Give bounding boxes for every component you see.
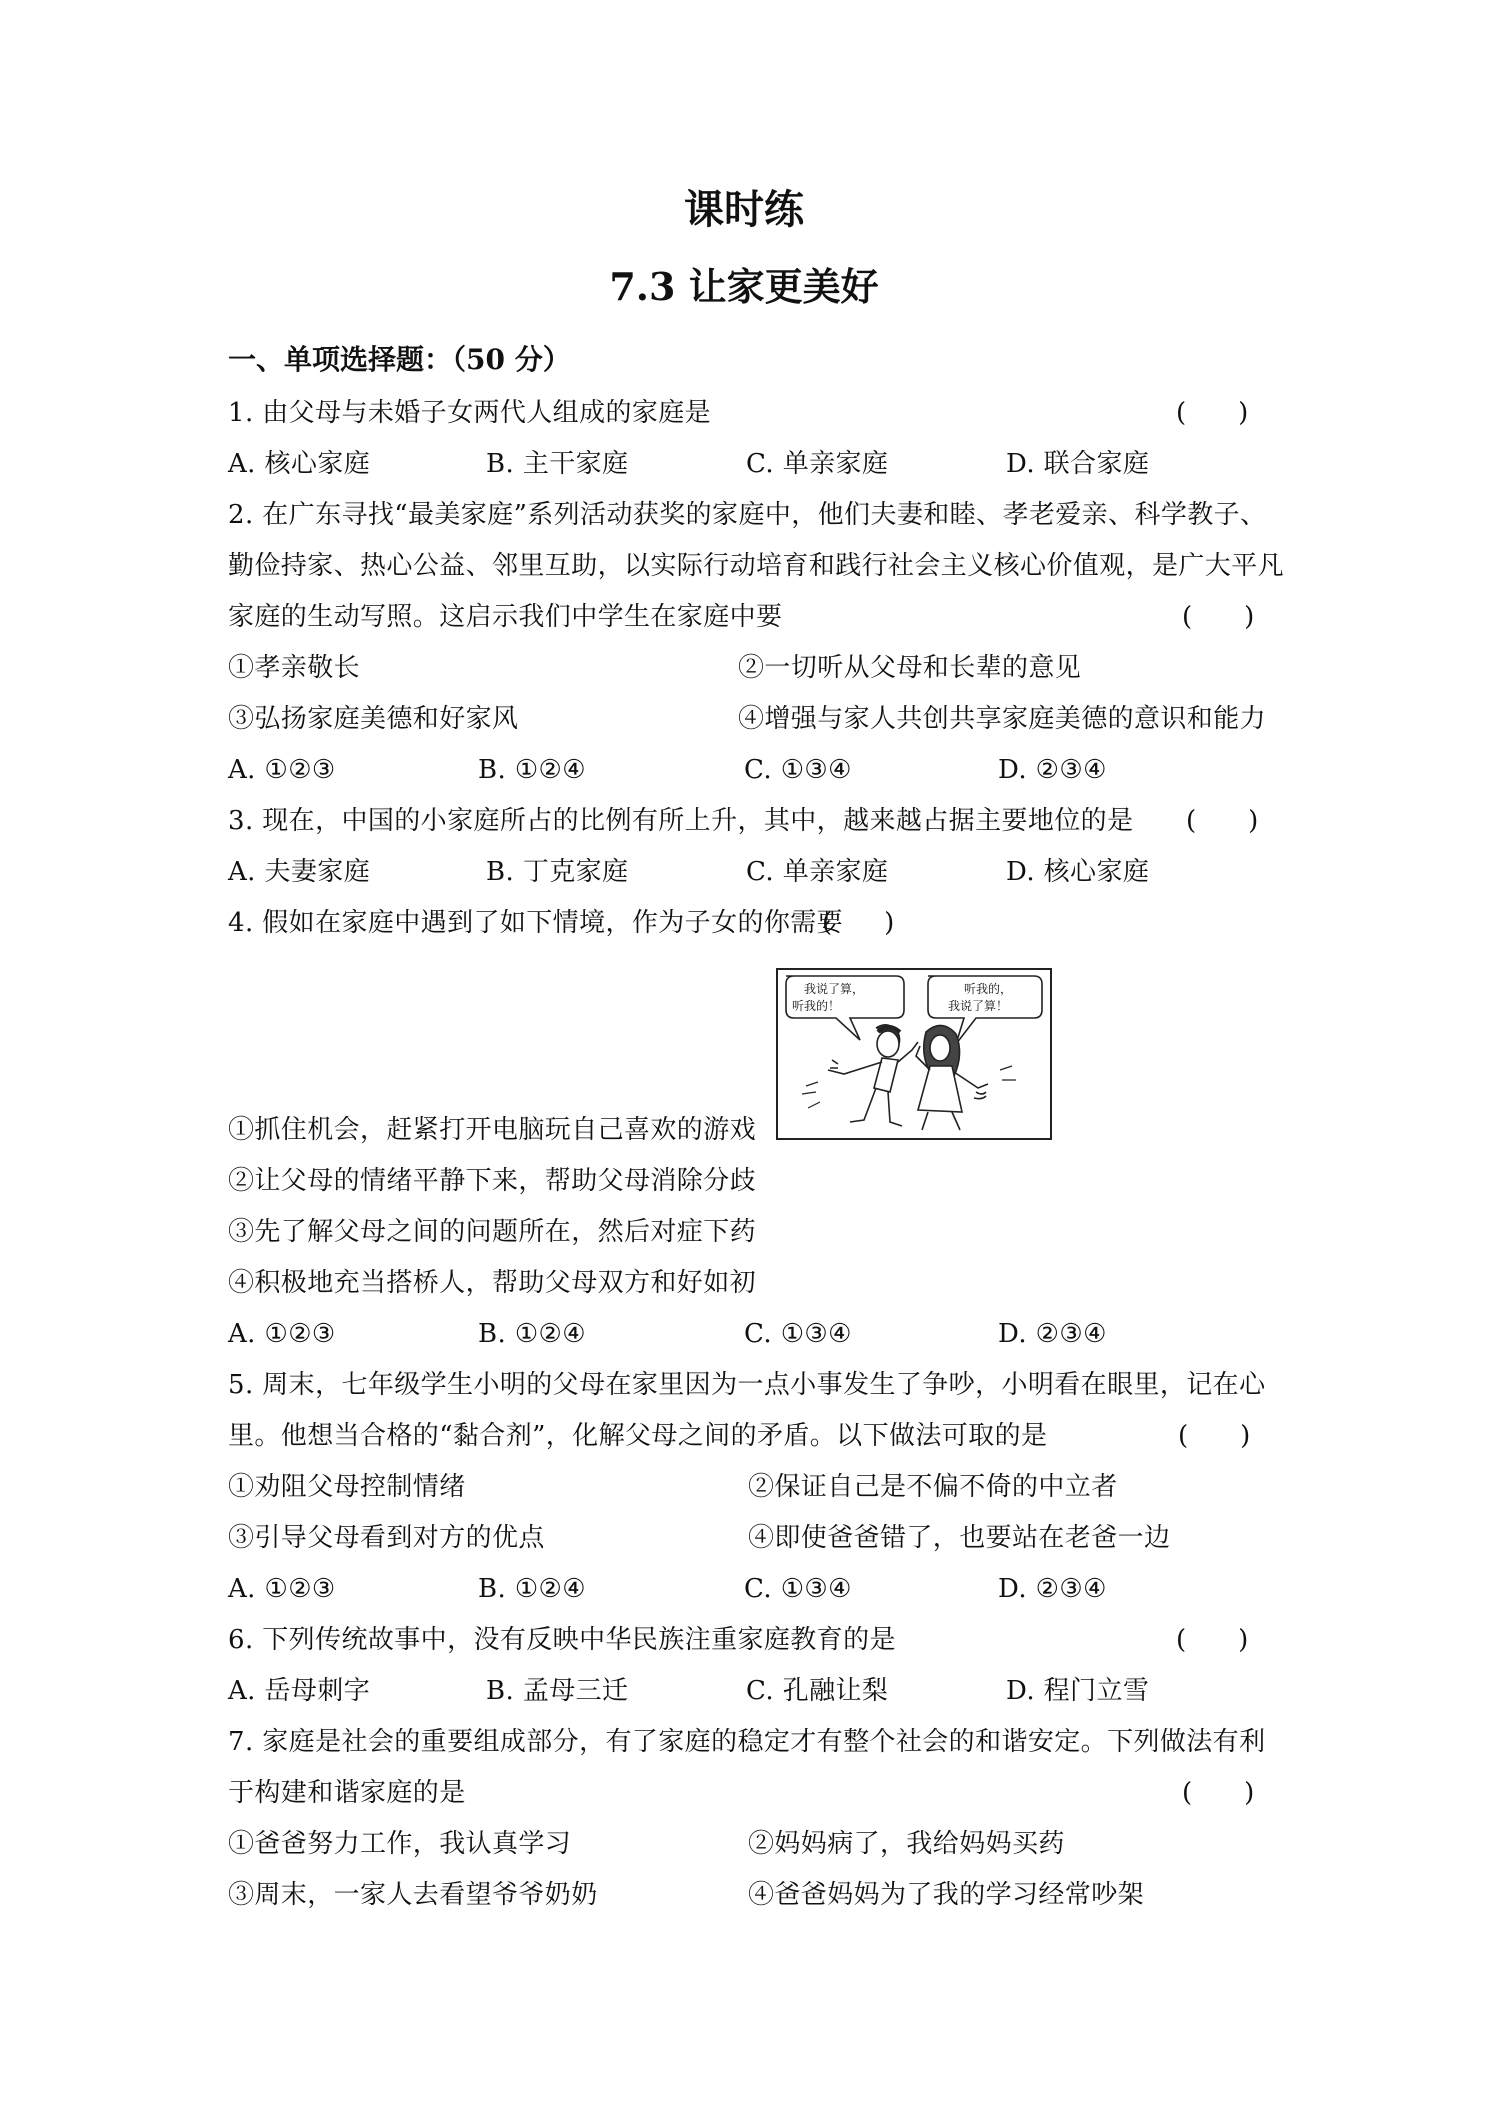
- right-bubble-line2: 我说了算！: [948, 999, 1009, 1013]
- q1-option-d: D. 联合家庭: [1006, 449, 1150, 479]
- q2-stem-line2: 勤俭持家、热心公益、邻里互助，以实际行动培育和践行社会主义核心价值观，是广大平凡: [228, 551, 1285, 581]
- left-bubble-line2: 听我的！: [792, 999, 841, 1013]
- q3-option-a: A. 夫妻家庭: [228, 857, 371, 887]
- page-title: 课时练: [684, 186, 804, 233]
- q6-option-b: B. 孟母三迁: [486, 1676, 629, 1706]
- q4-option-b: B. ①②④: [478, 1319, 586, 1349]
- q4-item-3: ③先了解父母之间的问题所在，然后对症下药: [228, 1217, 757, 1247]
- q2-option-c: C. ①③④: [744, 755, 852, 785]
- q2-item-1: ①孝亲敬长: [228, 653, 361, 683]
- woman-figure: [916, 1025, 988, 1130]
- q4-stem: 4. 假如在家庭中遇到了如下情境，作为子女的你需要: [228, 908, 844, 938]
- q4-option-a: A. ①②③: [228, 1319, 336, 1349]
- q3-answer-paren: ( ): [1186, 806, 1259, 836]
- q5-item-1: ①劝阻父母控制情绪: [228, 1472, 466, 1502]
- q6-answer-paren: ( ): [1176, 1625, 1249, 1655]
- q7-answer-paren: ( ): [1182, 1778, 1255, 1808]
- right-bubble-line1: 听我的，: [964, 982, 1013, 996]
- q5-item-4: ④即使爸爸错了，也要站在老爸一边: [748, 1523, 1171, 1553]
- q6-option-a: A. 岳母刺字: [228, 1676, 371, 1706]
- q5-option-c: C. ①③④: [744, 1574, 852, 1604]
- q5-stem-line2: 里。他想当合格的“黏合剂”，化解父母之间的矛盾。以下做法可取的是: [228, 1421, 1048, 1451]
- q2-item-2: ②一切听从父母和长辈的意见: [738, 653, 1082, 683]
- q1-option-c: C. 单亲家庭: [746, 449, 889, 479]
- q2-option-d: D. ②③④: [998, 755, 1107, 785]
- q7-stem-line2: 于构建和谐家庭的是: [228, 1778, 466, 1808]
- q5-item-2: ②保证自己是不偏不倚的中立者: [748, 1472, 1118, 1502]
- q5-answer-paren: ( ): [1178, 1421, 1251, 1451]
- quarrel-cartoon: [776, 968, 1052, 1140]
- q3-stem: 3. 现在，中国的小家庭所占的比例有所上升，其中，越来越占据主要地位的是: [228, 806, 1134, 836]
- q3-option-b: B. 丁克家庭: [486, 857, 629, 887]
- q4-item-4: ④积极地充当搭桥人，帮助父母双方和好如初: [228, 1268, 757, 1298]
- quarrel-cartoon-drawing: [778, 970, 1050, 1138]
- q7-item-2: ②妈妈病了，我给妈妈买药: [748, 1829, 1065, 1859]
- q6-option-d: D. 程门立雪: [1006, 1676, 1150, 1706]
- q4-option-d: D. ②③④: [998, 1319, 1107, 1349]
- q4-answer-paren: ( ): [822, 908, 895, 938]
- q3-option-d: D. 核心家庭: [1006, 857, 1150, 887]
- q6-option-c: C. 孔融让梨: [746, 1676, 889, 1706]
- page-subtitle: 7.3 让家更美好: [609, 264, 879, 309]
- section-heading: 一、单项选择题：（50 分）: [228, 343, 571, 376]
- q4-option-c: C. ①③④: [744, 1319, 852, 1349]
- q2-item-3: ③弘扬家庭美德和好家风: [228, 704, 519, 734]
- q4-item-2: ②让父母的情绪平静下来，帮助父母消除分歧: [228, 1166, 757, 1196]
- q2-option-b: B. ①②④: [478, 755, 586, 785]
- q7-item-3: ③周末，一家人去看望爷爷奶奶: [228, 1880, 598, 1910]
- q5-item-3: ③引导父母看到对方的优点: [228, 1523, 545, 1553]
- q2-stem-line1: 2. 在广东寻找“最美家庭”系列活动获奖的家庭中，他们夫妻和睦、孝老爱亲、科学教子、: [228, 500, 1267, 530]
- q1-option-a: A. 核心家庭: [228, 449, 371, 479]
- q2-option-a: A. ①②③: [228, 755, 336, 785]
- left-bubble-line1: 我说了算，: [804, 982, 865, 996]
- q1-stem: 1. 由父母与未婚子女两代人组成的家庭是: [228, 398, 712, 428]
- q5-stem-line1: 5. 周末，七年级学生小明的父母在家里因为一点小事发生了争吵，小明看在眼里，记在心: [228, 1370, 1266, 1400]
- q5-option-a: A. ①②③: [228, 1574, 336, 1604]
- q1-option-b: B. 主干家庭: [486, 449, 629, 479]
- man-figure: [828, 1025, 918, 1126]
- q1-answer-paren: ( ): [1176, 398, 1249, 428]
- q5-option-b: B. ①②④: [478, 1574, 586, 1604]
- q7-stem-line1: 7. 家庭是社会的重要组成部分，有了家庭的稳定才有整个社会的和谐安定。下列做法有利: [228, 1727, 1266, 1757]
- q5-option-d: D. ②③④: [998, 1574, 1107, 1604]
- q6-stem: 6. 下列传统故事中，没有反映中华民族注重家庭教育的是: [228, 1625, 896, 1655]
- q7-item-4: ④爸爸妈妈为了我的学习经常吵架: [748, 1880, 1145, 1910]
- q7-item-1: ①爸爸努力工作，我认真学习: [228, 1829, 572, 1859]
- q2-stem-line3: 家庭的生动写照。这启示我们中学生在家庭中要: [228, 602, 783, 632]
- q2-item-4: ④增强与家人共创共享家庭美德的意识和能力: [738, 704, 1267, 734]
- q3-option-c: C. 单亲家庭: [746, 857, 889, 887]
- q2-answer-paren: ( ): [1182, 602, 1255, 632]
- q4-item-1: ①抓住机会，赶紧打开电脑玩自己喜欢的游戏: [228, 1115, 757, 1145]
